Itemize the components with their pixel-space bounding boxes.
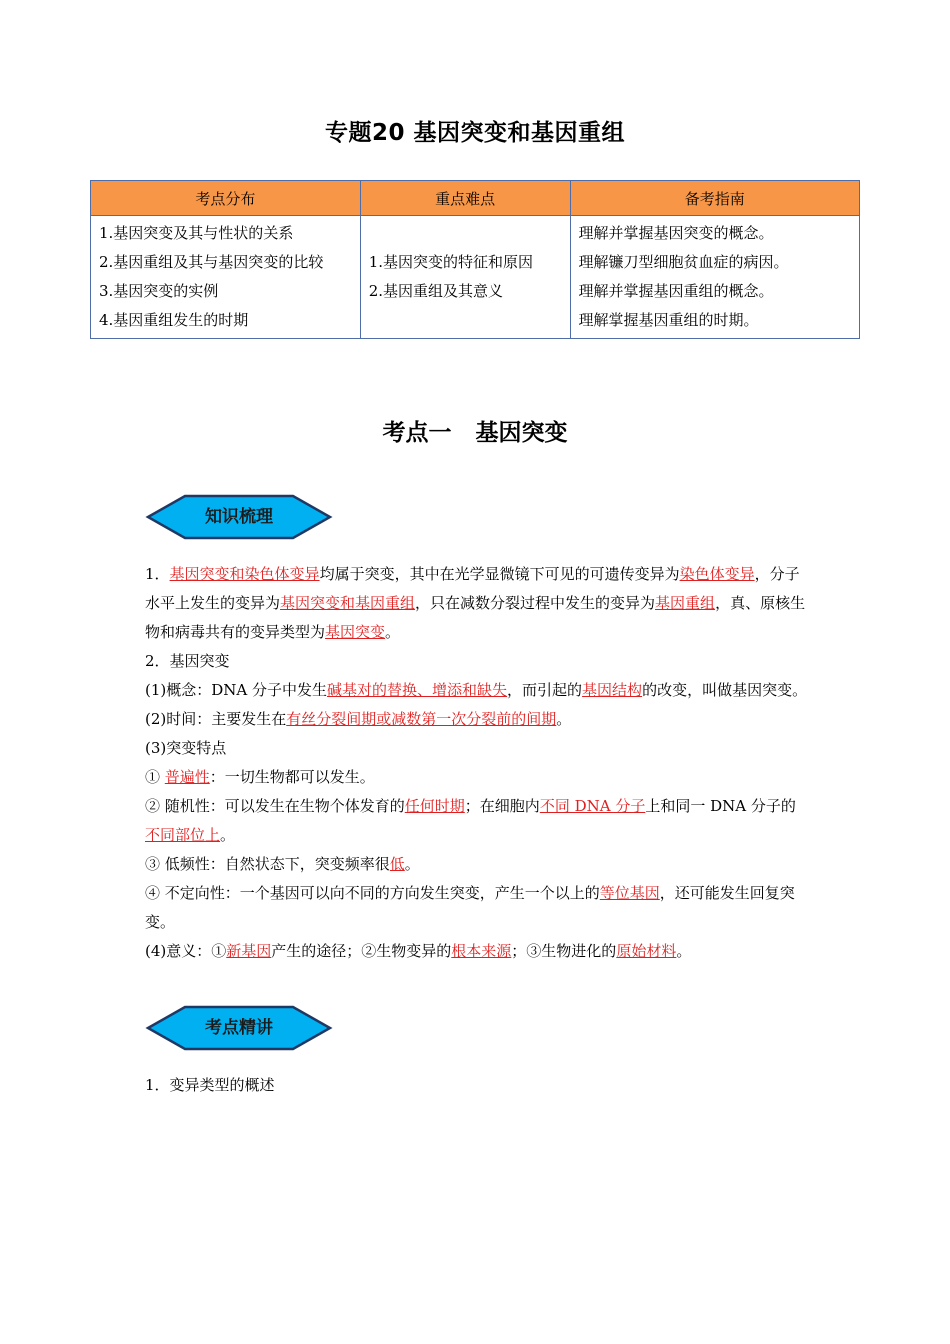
- knowledge-content: [145, 560, 810, 966]
- paragraph-time: (2)时间：主要发生在有丝分裂间期或减数第一次分裂前的间期。: [145, 710, 572, 728]
- table-cell-guide: [570, 216, 860, 339]
- paragraph-concept: (1)概念：DNA 分子中发生碱基对的替换、增添和缺失，而引起的基因结构的改变，叫做基因突变。: [145, 681, 808, 699]
- list-item: 1.基因突变的特征和原因: [368, 253, 534, 271]
- paragraph-features-label: (3)突变特点: [145, 739, 227, 757]
- list-item: 4.基因重组发生的时期: [99, 311, 249, 329]
- paragraph-feature-4: ④ 不定向性：一个基因可以向不同的方向发生突变，产生一个以上的等位基因，还可能发生回复突变。: [145, 884, 795, 931]
- lecture-item: 1．变异类型的概述: [145, 1076, 275, 1094]
- table-cell-key-points: [360, 216, 570, 339]
- badge-label: 考点精讲: [205, 1018, 273, 1038]
- overview-table: [90, 180, 860, 339]
- list-item: 3.基因突变的实例: [99, 282, 219, 300]
- paragraph-heading: 2．基因突变: [145, 652, 230, 670]
- page-title: 专题20 基因突变和基因重组: [324, 120, 625, 146]
- knowledge-badge: [145, 492, 333, 542]
- list-item: 2.基因重组及其意义: [368, 282, 504, 300]
- paragraph-feature-1: ① 普遍性：一切生物都可以发生。: [145, 768, 375, 786]
- table-header-cell: 备考指南: [570, 181, 860, 216]
- list-item: 理解并掌握基因重组的概念。: [578, 282, 774, 300]
- lecture-badge: [145, 1003, 333, 1053]
- list-item: 理解并掌握基因突变的概念。: [578, 224, 774, 242]
- section-title: 考点一 基因突变: [382, 420, 568, 446]
- paragraph-mutation-types: 1．基因突变和染色体变异均属于突变，其中在光学显微镜下可见的可遗传变异为染色体变异，分子水平上发生的变异为基因突变和基因重组，只在减数分裂过程中发生的变异为基因重组，真、原核生物和病毒共有的变异类型为基因突变。: [145, 565, 806, 641]
- table-header-cell: 重点难点: [360, 181, 570, 216]
- list-item: 2.基因重组及其与基因突变的比较: [99, 253, 324, 271]
- table-header-row: [91, 181, 860, 216]
- paragraph-feature-3: ③ 低频性：自然状态下，突变频率很低。: [145, 855, 420, 873]
- list-item: 理解镰刀型细胞贫血症的病因。: [578, 253, 789, 271]
- list-item: 1.基因突变及其与性状的关系: [99, 224, 294, 242]
- table-header-cell: 考点分布: [91, 181, 361, 216]
- badge-label: 知识梳理: [205, 507, 273, 527]
- paragraph-meaning: (4)意义：①新基因产生的途径；②生物变异的根本来源；③生物进化的原始材料。: [145, 942, 692, 960]
- list-item: 理解掌握基因重组的时期。: [578, 311, 759, 329]
- paragraph-feature-2: ② 随机性：可以发生在生物个体发育的任何时期；在细胞内不同 DNA 分子上和同一 DNA 分子的不同部位上。: [145, 797, 796, 844]
- table-row: [91, 216, 860, 339]
- table-cell-topics: [91, 216, 361, 339]
